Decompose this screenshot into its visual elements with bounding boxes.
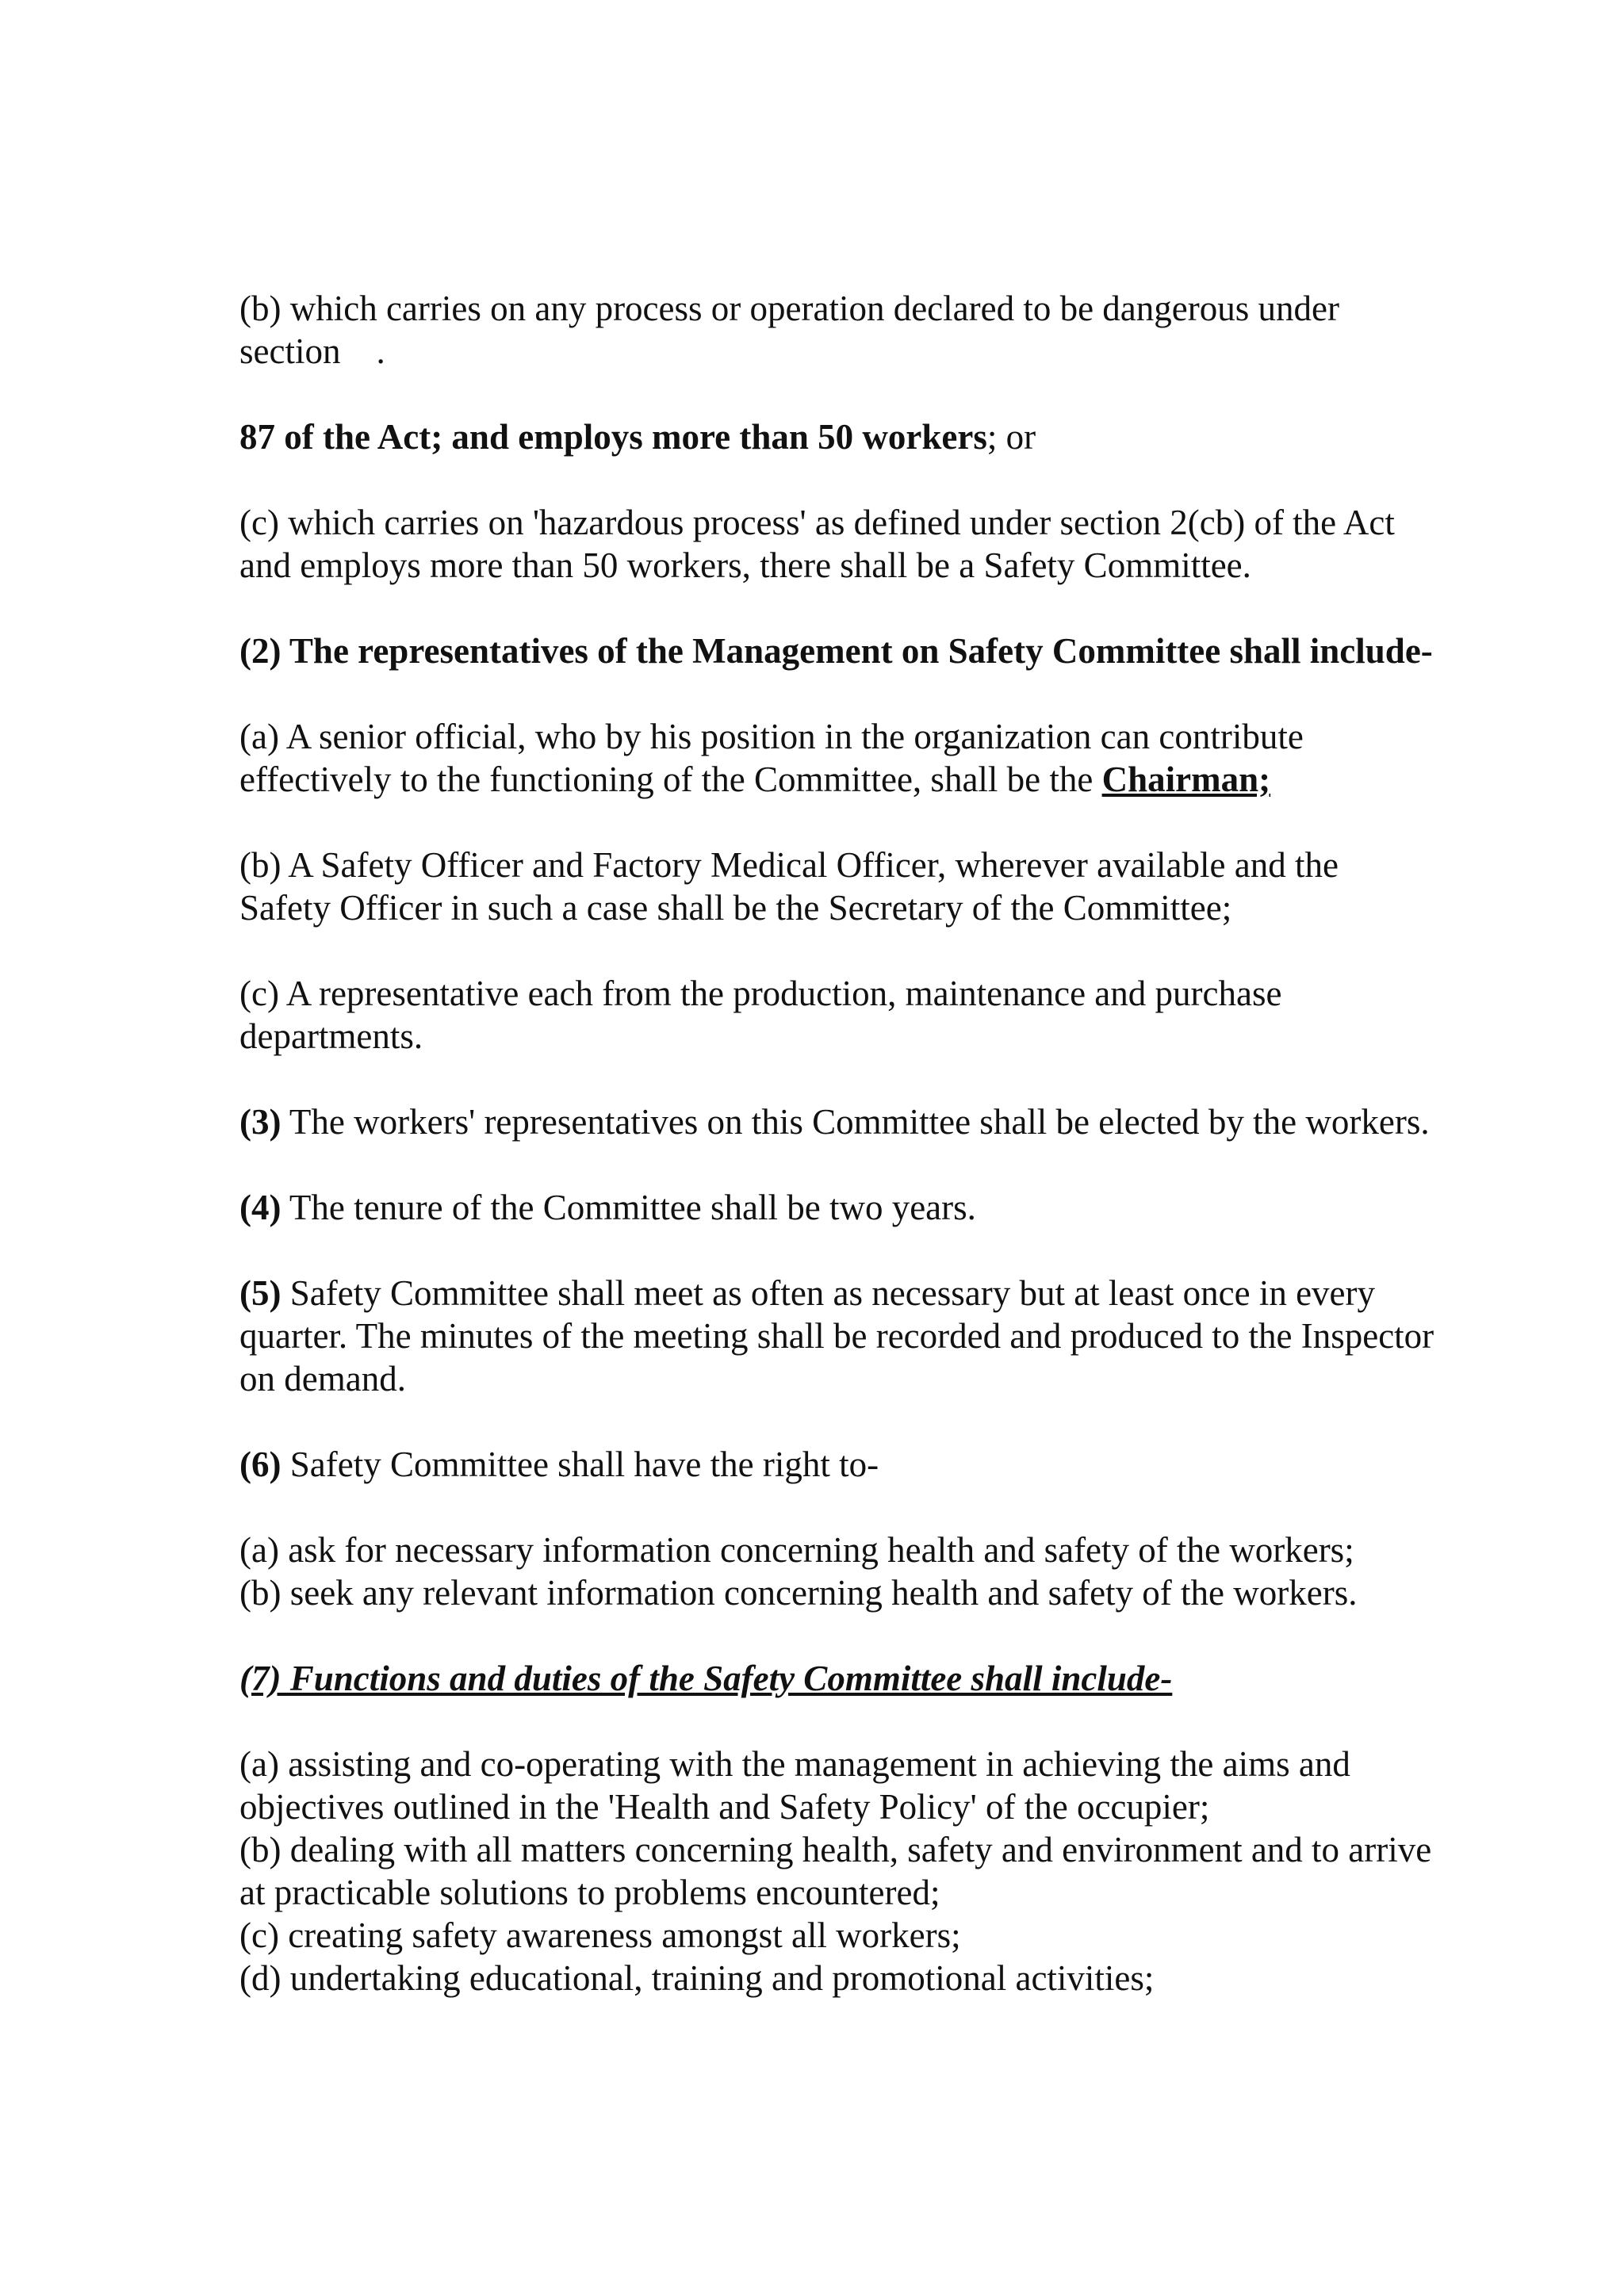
- heading-functions-duties: [239, 1657, 1540, 1700]
- paragraph-safety-officer: [239, 844, 1540, 929]
- text-line: and employs more than 50 workers, there shall be a Safety Committee.: [239, 545, 1251, 585]
- text-line: (b) A Safety Officer and Factory Medical Officer, wherever available and the: [239, 845, 1339, 885]
- list-item: (b) seek any relevant information concerning health and safety of the workers.: [239, 1573, 1358, 1613]
- text-line: (c) A representative each from the production, maintenance and purchase: [239, 974, 1282, 1013]
- list-item: (d) undertaking educational, training and promotional activities;: [239, 1958, 1155, 1998]
- paragraph-clause-3: [239, 1100, 1540, 1143]
- paragraph-section-87: [239, 415, 1540, 458]
- text-run: Safety Committee shall meet as often as necessary but at least once in every: [281, 1273, 1376, 1313]
- paragraph-clause-b: [239, 287, 1540, 373]
- list-item: at practicable solutions to problems encountered;: [239, 1873, 940, 1912]
- text-line: (c) which carries on 'hazardous process' as defined under section 2(cb) of the Act: [239, 503, 1395, 542]
- clause-number: (3): [239, 1102, 282, 1142]
- paragraph-clause-c: [239, 501, 1540, 587]
- text-line: section .: [239, 331, 385, 371]
- bold-text: 87 of the Act; and employs more than 50 workers: [239, 417, 987, 457]
- text-run: The tenure of the Committee shall be two years.: [281, 1188, 976, 1227]
- text-line: quarter. The minutes of the meeting shall be recorded and produced to the Inspector: [239, 1316, 1434, 1356]
- text-line: (b) which carries on any process or operation declared to be dangerous under: [239, 289, 1339, 328]
- text-line: departments.: [239, 1016, 423, 1056]
- chairman-emphasis: Chairman;: [1101, 760, 1271, 799]
- text-line: (a) A senior official, who by his position in the organization can contribute: [239, 717, 1304, 756]
- list-item: (b) dealing with all matters concerning health, safety and environment and to arrive: [239, 1830, 1432, 1869]
- paragraph-senior-official: [239, 715, 1540, 801]
- clause-number: (6): [239, 1445, 282, 1484]
- text-run: The workers' representatives on this Committee shall be elected by the workers.: [281, 1102, 1430, 1142]
- paragraph-functions-list: [239, 1743, 1540, 1999]
- text-line: [239, 1272, 1540, 1314]
- text-run: effectively to the functioning of the Committee, shall be the: [239, 760, 1102, 799]
- text-run: ; or: [986, 417, 1036, 457]
- list-item: (a) ask for necessary information concerning health and safety of the workers;: [239, 1530, 1354, 1570]
- paragraph-clause-4: [239, 1186, 1540, 1229]
- paragraph-department-representatives: [239, 972, 1540, 1058]
- clause-number: (5): [239, 1273, 282, 1313]
- document-body: [239, 287, 1540, 1999]
- text-line: on demand.: [239, 1359, 406, 1399]
- heading-management-representatives: (2) The representatives of the Management on Safety Committee shall include-: [239, 631, 1433, 671]
- italic-heading: (7) Functions and duties of the Safety Committee shall include-: [239, 1659, 1173, 1698]
- clause-number: (4): [239, 1188, 282, 1227]
- text-line: [239, 758, 1540, 801]
- list-item: (c) creating safety awareness amongst all workers;: [239, 1915, 961, 1955]
- list-item: objectives outlined in the 'Health and Safety Policy' of the occupier;: [239, 1787, 1210, 1827]
- text-run: Safety Committee shall have the right to-: [281, 1445, 879, 1484]
- paragraph-rights-list: [239, 1529, 1540, 1614]
- paragraph-clause-5: [239, 1272, 1540, 1400]
- paragraph-clause-6: [239, 1443, 1540, 1486]
- text-line: Safety Officer in such a case shall be the Secretary of the Committee;: [239, 888, 1232, 928]
- list-item: (a) assisting and co-operating with the management in achieving the aims and: [239, 1744, 1350, 1784]
